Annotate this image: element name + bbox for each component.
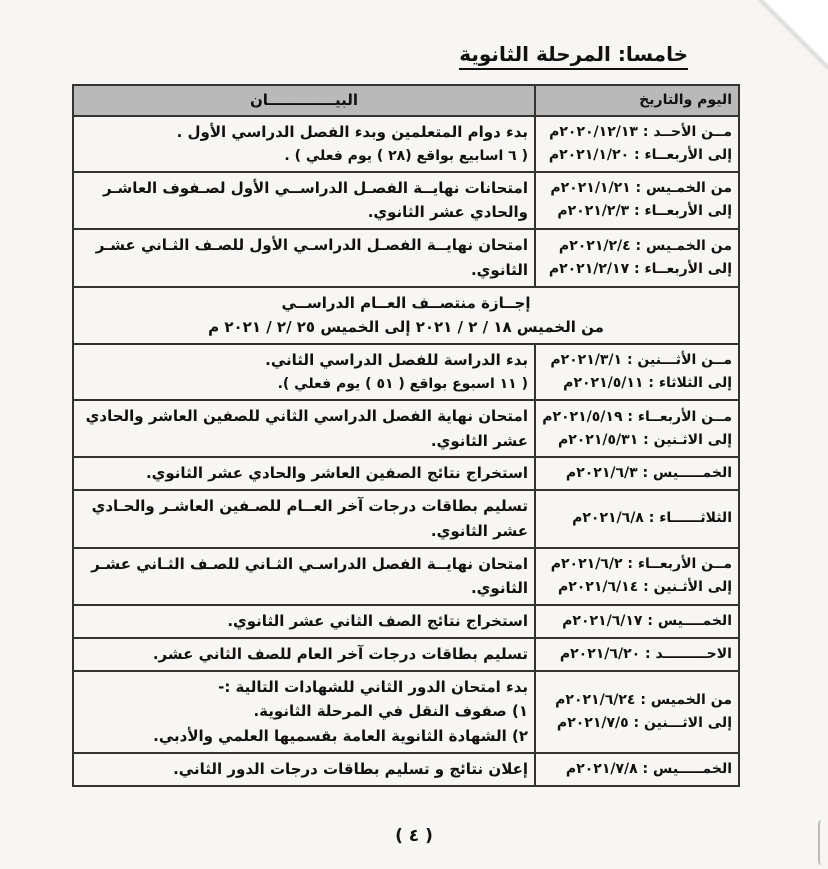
row-date-cell	[535, 172, 739, 230]
row-date-cell	[535, 671, 739, 753]
scan-edge-mark	[818, 820, 828, 865]
table-row	[73, 638, 739, 671]
date-single: الخمـــــيس : ٢٠٢١/٦/٣م	[565, 465, 732, 482]
table-row	[73, 548, 739, 606]
row-description-cell	[73, 671, 535, 753]
schedule-table	[72, 84, 740, 787]
date-from: من الخميس : ٢٠٢١/٦/٢٤م	[555, 691, 732, 708]
table-row	[73, 344, 739, 400]
page-number: ( ٤ )	[395, 826, 433, 846]
row-description-cell	[73, 229, 535, 287]
description-line: الثانوي.	[470, 579, 528, 598]
date-from: مــن الأربعــاء : ٢٠٢١/٦/٢م	[550, 556, 732, 573]
description-line: ١) صفوف النقل في المرحلة الثانوية.	[253, 702, 528, 721]
description-line: والحادي عشر الثانوي.	[367, 203, 528, 222]
table-row	[73, 671, 739, 753]
date-single: الخمــــيس : ٢٠٢١/٦/١٧م	[562, 613, 732, 630]
date-to: إلى الاثـنين : ٢٠٢١/٥/٣١م	[557, 431, 732, 448]
table-row	[73, 490, 739, 548]
row-date-cell	[535, 490, 739, 548]
row-date-cell	[535, 605, 739, 638]
row-description-cell	[73, 457, 535, 490]
date-from: مــن الأربعــاء : ٢٠٢١/٥/١٩م	[542, 408, 732, 425]
date-from: من الخمـيس : ٢٠٢١/١/٢١م	[550, 180, 732, 197]
row-description-cell	[73, 400, 535, 458]
description-line: بدء امتحان الدور الثاني للشهادات التالية :-	[218, 677, 528, 696]
description-line: تسليم بطاقات درجات آخر العــام للصـفين العاشـر والحـادي	[91, 497, 528, 516]
description-line: امتحان نهايــة الفصل الدراسـي الثـاني للصـف الثـاني عشـر	[91, 554, 528, 573]
date-from: من الخمـيس : ٢٠٢١/٢/٤م	[558, 237, 732, 254]
description-line: امتحانات نهايــة الفصـل الدراســي الأول لصـفوف العاشـر	[103, 178, 528, 197]
description-line: بدء دوام المتعلمين وبدء الفصل الدراسي الأول .	[176, 122, 528, 141]
description-line: إعلان نتائج و تسليم بطاقات درجات الدور الثاني.	[173, 759, 528, 778]
description-line: امتحان نهاية الفصل الدراسي الثاني للصفين العاشر والحادي	[85, 406, 528, 425]
row-date-cell	[535, 116, 739, 172]
table-row-holiday	[73, 287, 739, 345]
row-date-cell	[535, 229, 739, 287]
row-description-cell	[73, 344, 535, 400]
description-line: ٢) الشهادة الثانوية العامة بقسميها العلمي والأدبي.	[153, 727, 528, 746]
date-to: إلى الأربعــاء : ٢٠٢١/١/٢٠م	[548, 146, 732, 163]
table-row	[73, 116, 739, 172]
date-single: الثلاثــــــاء : ٢٠٢١/٦/٨م	[572, 510, 732, 527]
date-to: إلى الأثـنين : ٢٠٢١/٦/١٤م	[557, 579, 732, 596]
table-row	[73, 400, 739, 458]
row-date-cell	[535, 457, 739, 490]
description-line: عشر الثانوي.	[430, 431, 528, 450]
date-to: إلى الاثـــنين : ٢٠٢١/٧/٥م	[556, 714, 732, 731]
description-line: استخراج نتائج الصفين العاشر والحادي عشر الثانوي.	[145, 464, 528, 483]
row-date-cell	[535, 400, 739, 458]
date-to: إلى الأربعــاء : ٢٠٢١/٢/١٧م	[548, 260, 732, 277]
row-description-cell	[73, 116, 535, 172]
date-to: إلى الأربعــاء : ٢٠٢١/٢/٣م	[557, 203, 732, 220]
row-date-cell	[535, 548, 739, 606]
date-from: مــن الأحــد : ٢٠٢٠/١٢/١٣م	[549, 123, 732, 140]
description-line: ( ٦ اسابيع بواقع (٢٨ ) يوم فعلي ) .	[284, 147, 528, 164]
description-line: الثانوي.	[470, 260, 528, 279]
description-line: تسليم بطاقات درجات آخر العام للصف الثاني عشر.	[152, 644, 528, 663]
date-to: إلى الثلاثاء : ٢٠٢١/٥/١١م	[563, 375, 732, 392]
row-description-cell	[73, 172, 535, 230]
row-date-cell	[535, 638, 739, 671]
date-single: الخمـــــيس : ٢٠٢١/٧/٨م	[565, 760, 732, 777]
date-from: مــن الأثـــنين : ٢٠٢١/٣/١م	[550, 351, 732, 368]
row-description-cell	[73, 490, 535, 548]
row-description-cell	[73, 605, 535, 638]
header-description: البيـــــــــــــان	[73, 85, 535, 116]
holiday-title: إجــازة منتصــف العــام الدراســي	[281, 293, 531, 312]
holiday-cell	[73, 287, 739, 345]
description-line: ( ١١ اسبوع بواقع ( ٥١ ) يوم فعلي ).	[277, 375, 528, 392]
description-line: عشر الثانوي.	[430, 521, 528, 540]
table-row	[73, 229, 739, 287]
header-date: اليوم والتاريخ	[535, 85, 739, 116]
table-header-row	[73, 85, 739, 116]
row-date-cell	[535, 344, 739, 400]
table-row	[73, 753, 739, 786]
row-description-cell	[73, 638, 535, 671]
section-heading: خامسا: المرحلة الثانوية	[459, 42, 688, 70]
page-fold-corner	[758, 0, 828, 70]
table-row	[73, 172, 739, 230]
description-line: بدء الدراسة للفصل الدراسي الثاني.	[265, 351, 528, 370]
row-date-cell	[535, 753, 739, 786]
date-single: الاحـــــــــد : ٢٠٢١/٦/٢٠م	[559, 645, 732, 662]
row-description-cell	[73, 548, 535, 606]
table-row	[73, 457, 739, 490]
holiday-dates: من الخميس ١٨ / ٢ / ٢٠٢١ إلى الخميس ٢٥ /٢ / ٢٠٢١ م	[208, 318, 604, 337]
description-line: امتحان نهايــة الفصـل الدراسـي الأول للصـف الثـاني عشـر	[95, 236, 528, 255]
table-row	[73, 605, 739, 638]
row-description-cell	[73, 753, 535, 786]
description-line: استخراج نتائج الصف الثاني عشر الثانوي.	[227, 612, 528, 631]
